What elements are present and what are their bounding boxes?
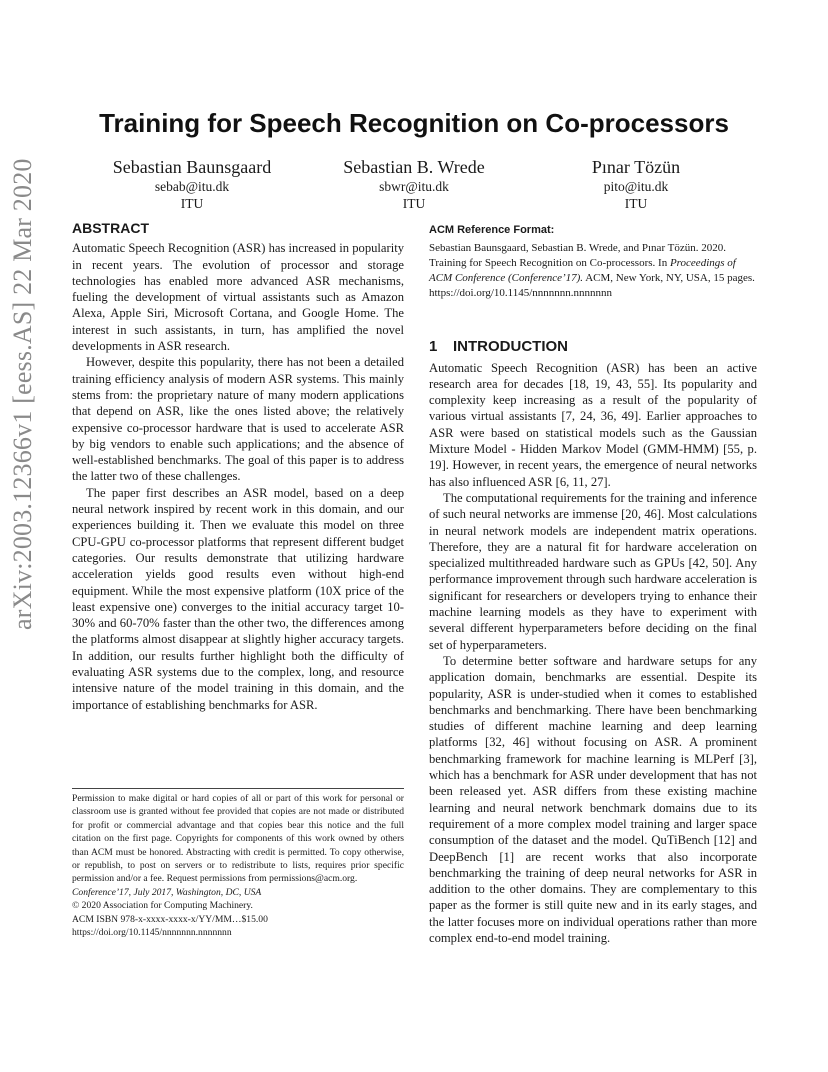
copyright-notice: © 2020 Association for Computing Machinery. (72, 900, 253, 912)
isbn: ACM ISBN 978-x-xxxx-xxxx-x/YY/MM…$15.00 (72, 913, 268, 925)
conference-info: Conference’17, July 2017, Washington, DC, USA (72, 886, 262, 898)
section-number: 1 (429, 338, 438, 356)
author-affiliation: ITU (624, 196, 648, 211)
permission-notice: Permission to make digital or hard copies of all or part of this work for personal or classroom use is granted without fee provided that copies are not made or distributed for profit or commercial advantage and that copies bear this notice and the full citation on the first page. Copyrights for components of this work owned by others than ACM must be honored. Abstracting with credit is permitted. To copy otherwise, or republish, to post on servers or to redistribute to lists, requires prior specific permission and/or a fee. Request permissions from permissions@acm.org. (72, 793, 404, 885)
doi-link[interactable]: https://doi.org/10.1145/nnnnnnn.nnnnnnn (72, 927, 232, 939)
author-name: Sebastian B. Wrede (343, 157, 485, 177)
footnote-rule (72, 788, 404, 789)
author-name: Sebastian Baunsgaard (112, 157, 272, 177)
acm-reference-text (429, 241, 757, 301)
author-affiliation: ITU (402, 196, 426, 211)
abstract-paragraph: Automatic Speech Recognition (ASR) has increased in popularity in recent years. The evolution of processor and storage technologies has enabled more advanced ASR mechanisms, fueling the development of virtual assistants such as Amazon Alexa, Apple Siri, Microsoft Cortana, and Google Home. The interest in such assistants, in turn, has amplified the novel developments in ASR research. (72, 241, 404, 354)
footnote-block (72, 792, 404, 939)
abstract-heading: ABSTRACT (72, 220, 149, 236)
author-block-2 (304, 156, 524, 212)
paper-title: Training for Speech Recognition on Co-processors (99, 108, 729, 138)
author-email: pito@itu.dk (603, 179, 669, 194)
acm-reference-heading: ACM Reference Format: (429, 224, 555, 236)
abstract-paragraph: The paper first describes an ASR model, based on a deep neural network inspired by recent work in this domain, and our experiences building it. Then we evaluate this model on three CPU-GPU co-processor platforms that represent different budget categories. Our results demonstrate that utilizing hardware acceleration yields good results even without high-end equipment. While the most expensive platform (10X price of the least expensive one) converges to the initial accuracy target 10-30% and 60-70% faster than the other two, the differences among the platforms almost disappear at slightly higher accuracy targets. In addition, our results further highlight both the difficulty of evaluating ASR systems due to the complex, long, and resource intensive nature of the model training in this domain, and the importance of establishing benchmarks for ASR. (72, 485, 404, 712)
intro-paragraph: The computational requirements for the training and inference of such neural networks are immense [20, 46]. Most calculations in neural network models are independent matrix operations. Therefore, they are a natural fit for hardware acceleration on specialized multithreaded hardware such as GPUs [42, 50]. Any performance improvement through such hardware acceleration is significant for researchers or developers trying to enhance their machine learning models as they have to experiment with several different hyperparameters before deciding on the final set of hyperparameters. (429, 490, 757, 652)
author-email: sbwr@itu.dk (379, 179, 449, 194)
author-block-1 (82, 156, 302, 212)
section-title: INTRODUCTION (453, 338, 568, 356)
section-heading-introduction (429, 339, 757, 355)
acm-reference-rest: ACM, New York, NY, USA, 15 pages. https://doi.org/10.1145/nnnnnnn.nnnnnnn (429, 272, 755, 300)
author-name: Pınar Tözün (591, 157, 681, 177)
abstract-section (72, 220, 404, 713)
intro-paragraph: To determine better software and hardware setups for any application domain, benchmarks are essential. Despite its popularity, ASR is under-studied when it comes to established benchmarks and benchmarking. There have been benchmarking studies of different machine learning and deep learning platforms [32, 46] without focusing on ASR. A prominent benchmarking framework for machine learning is MLPerf [3], which has a benchmark for ASR under development that has not been released yet. ASR differs from these existing machine learning and neural network benchmark domains due to its requirement of a more complex model training and larger space consumption of the dataset and the model. QuTiBench [12] and DeepBench [1] are recent works that also incorporate benchmarking the training of deep neural networks for ASR in addition to the other domains. They are complementary to this paper as the former is still quite new and in its early stages, and the latter focuses more on individual operations rather than more complex end-to-end model training. (429, 653, 757, 945)
author-email: sebab@itu.dk (154, 179, 230, 194)
intro-paragraph: Automatic Speech Recognition (ASR) has been an active research area for decades [18, 19, 43, 55]. Its popularity and complexity keep increasing as a result of the popularity of various virtual assistants [7, 24, 36, 49]. Earlier approaches to ASR were based on statistical models such as the Gaussian Mixture Model - Hidden Markov Model (GMM-HMM) [55, p. 19]. However, in recent years, the emergence of neural networks has also influenced ASR [6, 11, 27]. (429, 360, 757, 489)
abstract-paragraph: However, despite this popularity, there has not been a detailed training efficiency analysis of modern ASR systems. This mainly stems from: the proprietary nature of many modern applications that depend on ASR, like the ones listed above; the relatively expensive co-processor hardware that is used to accelerate ASR by big vendors to enable such applications; and the absence of well-established benchmarks. The goal of this paper is to address the latter two of these challenges. (72, 355, 404, 484)
author-block-3 (526, 156, 746, 212)
right-column (429, 222, 757, 946)
acm-reference-venue: Proceedings of ACM Conference (Conference’17). (429, 257, 736, 285)
arxiv-stamp: arXiv:2003.12366v1 [eess.AS] 22 Mar 2020 (8, 158, 37, 630)
acm-reference-authors: Sebastian Baunsgaard, Sebastian B. Wrede, and Pınar Tözün. 2020. Training for Speech Recognition on Co-processors. In (429, 242, 727, 270)
author-affiliation: ITU (180, 196, 204, 211)
